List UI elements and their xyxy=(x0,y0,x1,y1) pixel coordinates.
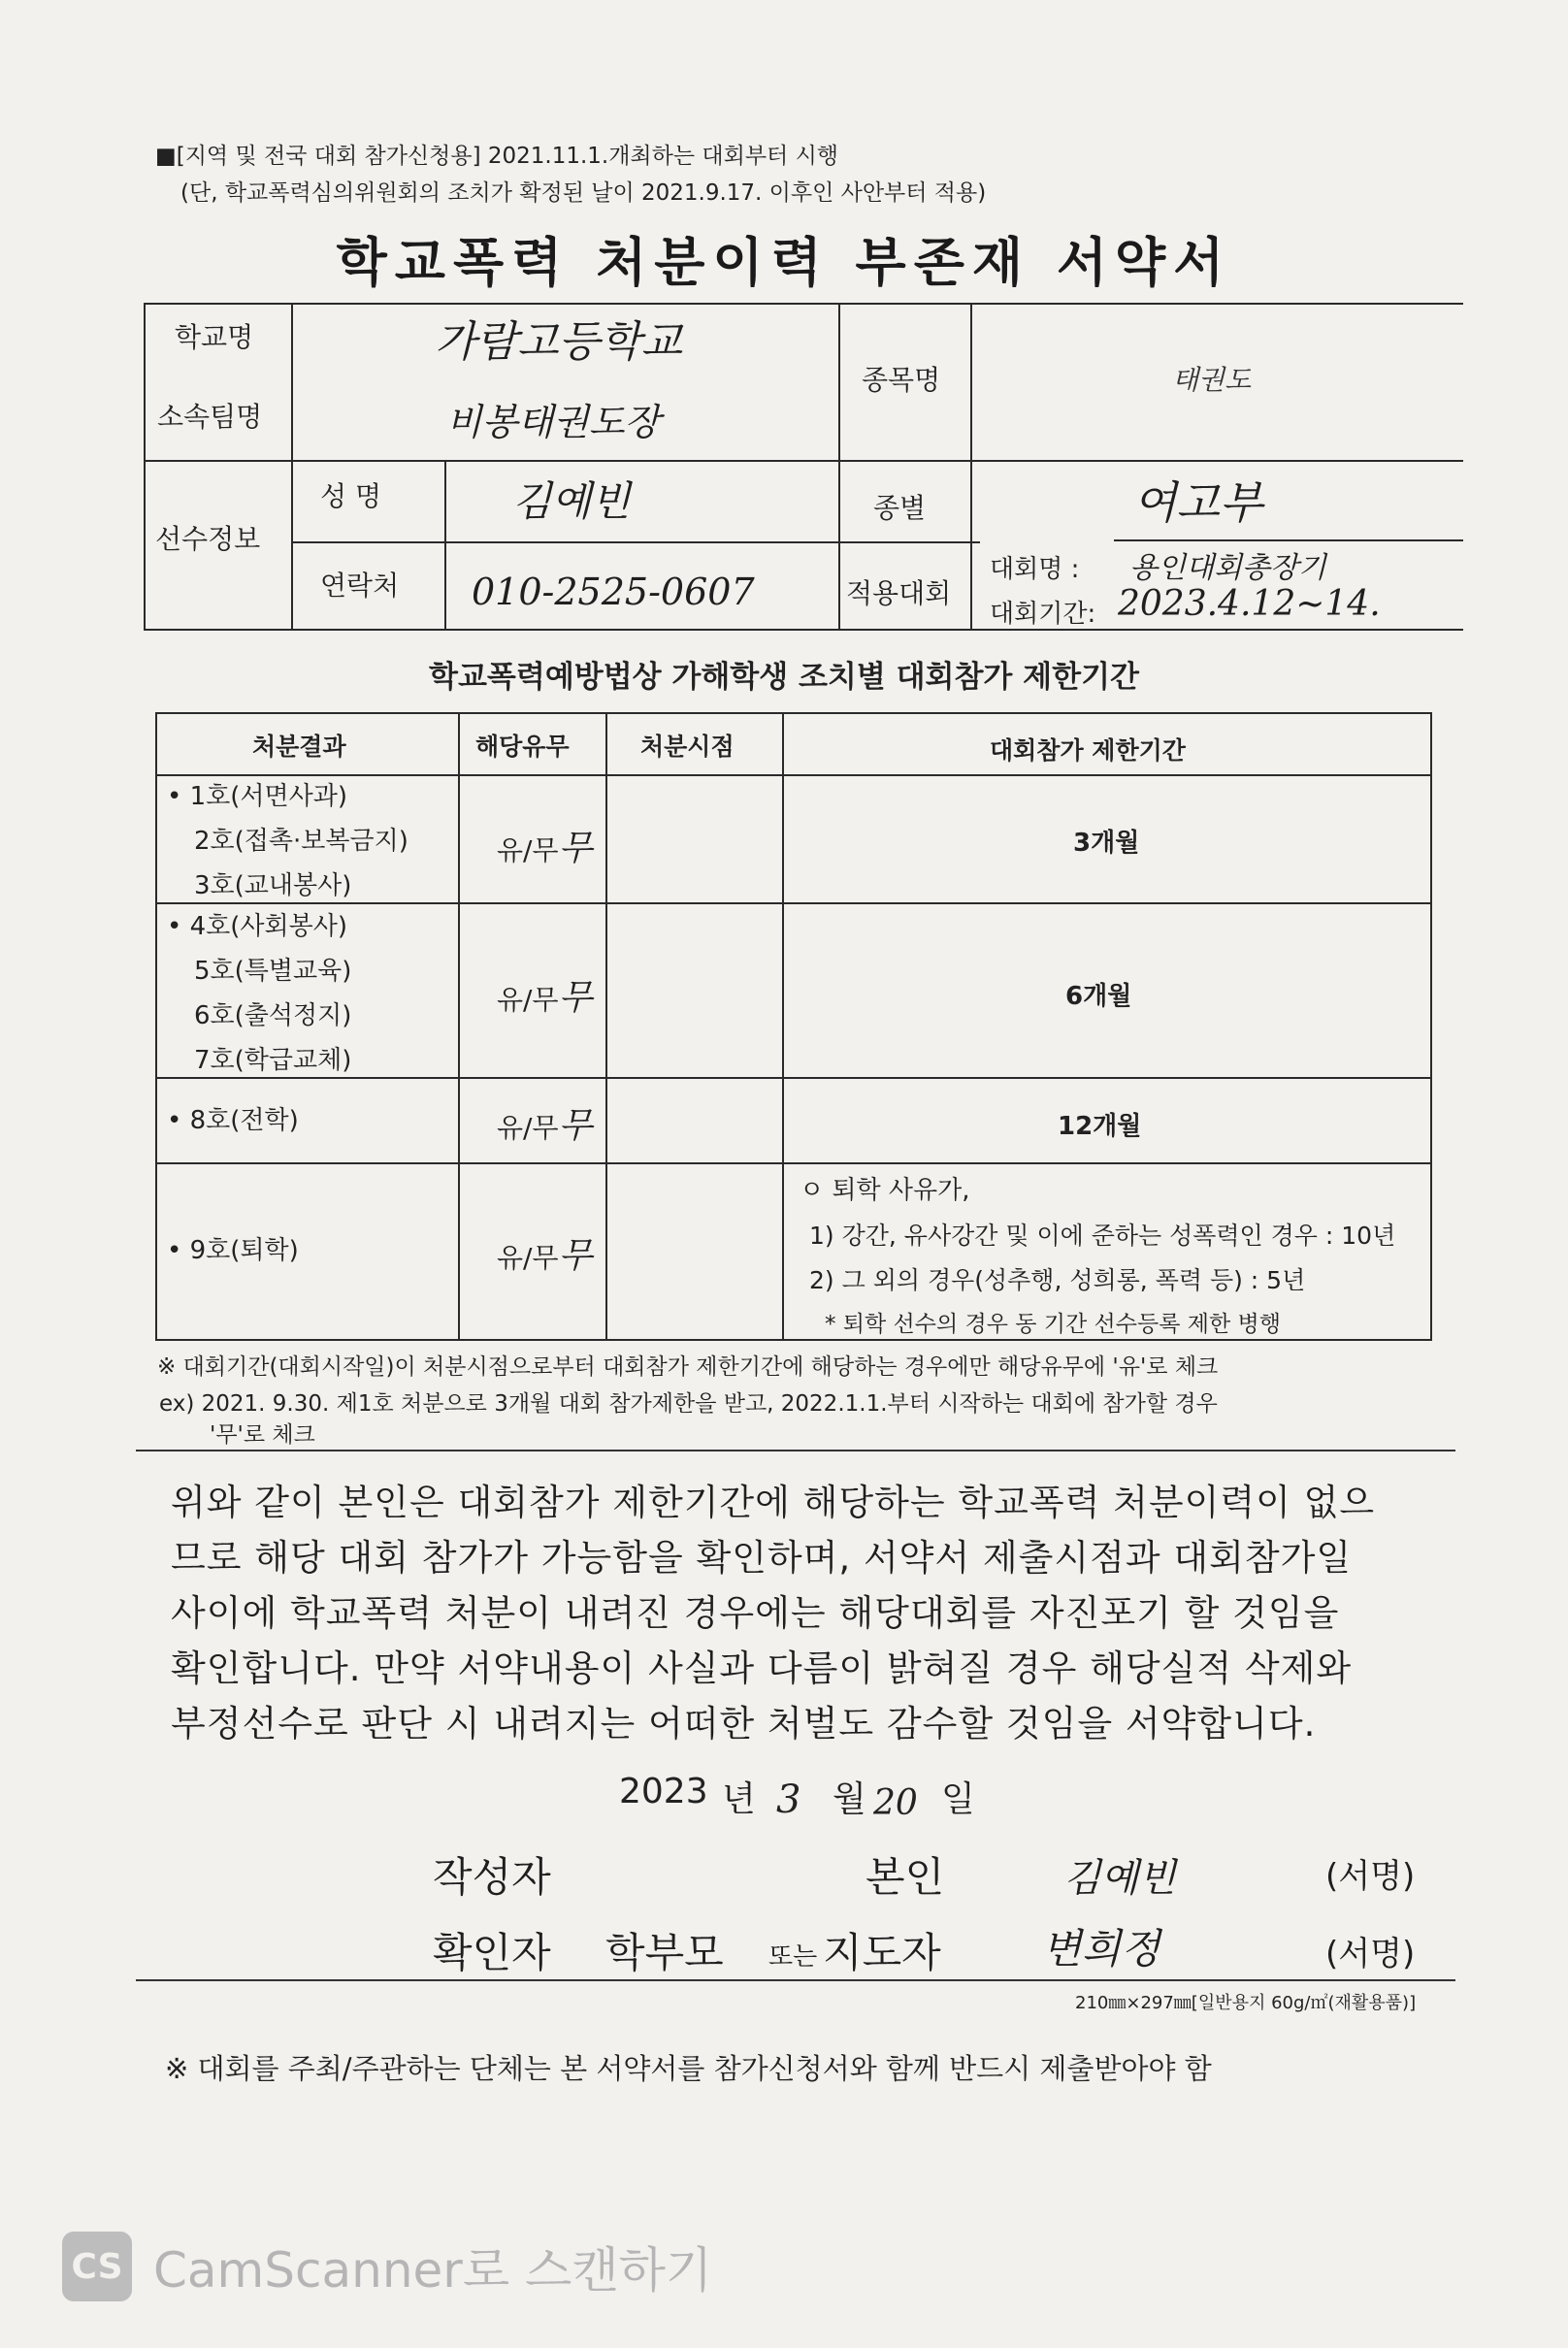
row1-applicable-mark: 유/무무 xyxy=(497,821,592,870)
date-month-unit: 월 xyxy=(833,1779,866,1819)
row1-applicable-check: 무 xyxy=(558,829,593,868)
row4-period-line-4: * 퇴학 선수의 경우 동 기간 선수등록 제한 병행 xyxy=(825,1312,1281,1337)
header-notice-line-2: (단, 학교폭력심의위원회의 조치가 확정된 날이 2021.9.17. 이후인 사안부터 적용) xyxy=(180,180,987,206)
header-restriction-period: 대회참가 제한기간 xyxy=(990,736,1186,765)
name-label: 성 명 xyxy=(320,480,381,512)
final-note: ※ 대회를 주최/주관하는 단체는 본 서약서를 참가신청서와 함께 반드시 제출받아야 함 xyxy=(165,2052,1212,2085)
row1-item-1: • 1호(서면사과) xyxy=(167,782,348,811)
category-value: 여고부 xyxy=(1133,476,1263,529)
row4-item-1: • 9호(퇴학) xyxy=(167,1236,299,1265)
row3-item-1: • 8호(전학) xyxy=(167,1106,299,1135)
row4-applicable-check: 무 xyxy=(558,1236,593,1276)
team-name-value: 비봉태권도장 xyxy=(446,401,661,443)
team-name-label: 소속팀명 xyxy=(157,401,263,433)
pledge-line-2: 므로 해당 대회 참가가 가능함을 확인하며, 서약서 제출시점과 대회참가일 xyxy=(171,1537,1353,1579)
self-signature: 김예빈 xyxy=(1063,1856,1176,1901)
sign-label-2: (서명) xyxy=(1325,1935,1416,1973)
athlete-info-label: 선수정보 xyxy=(155,523,261,555)
row1-item-3: 3호(교내봉사) xyxy=(194,871,352,900)
row4-period-line-2: 1) 강간, 유사강간 및 이에 준하는 성폭력인 경우 : 10년 xyxy=(809,1222,1396,1250)
row3-applicable-mark: 유/무무 xyxy=(497,1098,592,1148)
note-line-1: ※ 대회기간(대회시작일)이 처분시점으로부터 대회참가 제한기간에 해당하는 경우에만 해당유무에 '유'로 체크 xyxy=(157,1354,1219,1380)
sport-label: 종목명 xyxy=(862,364,941,396)
school-name-value: 가람고등학교 xyxy=(435,317,683,367)
event-name-label: 대회명 : xyxy=(990,555,1080,584)
contact-value: 010-2525-0607 xyxy=(472,571,755,613)
header-notice-line-1: ■[지역 및 전국 대회 참가신청용] 2021.11.1.개최하는 대회부터 시행 xyxy=(155,144,839,169)
camscanner-watermark xyxy=(62,2228,712,2305)
date-day: 20 xyxy=(873,1783,918,1823)
or-label: 또는 xyxy=(768,1942,818,1972)
coach-label: 지도자 xyxy=(823,1929,941,1976)
note-line-2: ex) 2021. 9.30. 제1호 처분으로 3개월 대회 참가제한을 받고, 2022.1.1.부터 시작하는 대회에 참가할 경우 xyxy=(159,1391,1218,1417)
date-day-unit: 일 xyxy=(941,1779,975,1819)
confirmer-signature: 변희정 xyxy=(1042,1925,1160,1973)
paper-spec: 210㎜×297㎜[일반용지 60g/㎡(재활용품)] xyxy=(1075,1993,1417,2013)
row3-period: 12개월 xyxy=(1058,1112,1142,1141)
camscanner-logo-icon: CS xyxy=(62,2232,132,2301)
pledge-text xyxy=(171,1475,1422,1751)
date-year: 2023 xyxy=(619,1772,708,1811)
date-month: 3 xyxy=(776,1777,801,1822)
pledge-line-4: 확인합니다. 만약 서약내용이 사실과 다름이 밝혀질 경우 해당실적 삭제와 xyxy=(171,1647,1353,1689)
watermark-text: CamScanner로 스캔하기 xyxy=(153,2242,713,2299)
header-applicable: 해당유무 xyxy=(475,733,570,761)
category-label: 종별 xyxy=(873,492,927,524)
event-period-value: 2023.4.12~14. xyxy=(1118,584,1381,624)
row2-item-1: • 4호(사회봉사) xyxy=(167,912,348,941)
row2-item-3: 6호(출석정지) xyxy=(194,1001,352,1030)
row2-applicable-mark: 유/무무 xyxy=(497,970,592,1020)
confirmer-label: 확인자 xyxy=(433,1929,551,1976)
row4-applicable-mark: 유/무무 xyxy=(497,1228,592,1278)
contact-label: 연락처 xyxy=(320,570,400,602)
pledge-line-1: 위와 같이 본인은 대회참가 제한기간에 해당하는 학교폭력 처분이력이 없으 xyxy=(171,1482,1376,1523)
sign-label-1: (서명) xyxy=(1325,1857,1416,1896)
pledge-line-3: 사이에 학교폭력 처분이 내려진 경우에는 해당대회를 자진포기 할 것임을 xyxy=(171,1592,1340,1634)
date-year-unit: 년 xyxy=(722,1779,756,1819)
row4-period-line-1: ㅇ 퇴학 사유가, xyxy=(800,1176,970,1205)
note-line-3: '무'로 체크 xyxy=(210,1422,315,1448)
document-title: 학교폭력 처분이력 부존재 서약서 xyxy=(336,232,1232,293)
row2-item-2: 5호(특별교육) xyxy=(194,957,352,986)
row3-applicable-check: 무 xyxy=(558,1106,593,1146)
section-divider xyxy=(136,1450,1455,1451)
row4-period-line-3: 2) 그 외의 경우(성추행, 성희롱, 폭력 등) : 5년 xyxy=(809,1266,1306,1294)
row2-item-4: 7호(학급교체) xyxy=(194,1046,352,1075)
row2-applicable-check: 무 xyxy=(558,978,593,1018)
event-period-label: 대회기간: xyxy=(990,600,1096,629)
athlete-info-table xyxy=(144,303,1463,631)
header-disposition-result: 처분결과 xyxy=(252,733,346,761)
event-label: 적용대회 xyxy=(846,577,952,609)
school-name-label: 학교명 xyxy=(175,321,254,353)
row2-period: 6개월 xyxy=(1065,982,1132,1011)
author-label: 작성자 xyxy=(433,1853,551,1901)
header-disposition-date: 처분시점 xyxy=(640,733,735,761)
row1-period: 3개월 xyxy=(1073,829,1140,858)
row1-item-2: 2호(접촉·보복금지) xyxy=(194,827,408,856)
pledge-line-5: 부정선수로 판단 시 내려지는 어떠한 처벌도 감수할 것임을 서약합니다. xyxy=(171,1703,1317,1745)
self-label: 본인 xyxy=(866,1853,945,1901)
sport-value: 태권도 xyxy=(1172,364,1252,396)
name-value: 김예빈 xyxy=(512,477,631,525)
restriction-table-title: 학교폭력예방법상 가해학생 조치별 대회참가 제한기간 xyxy=(429,660,1139,695)
bottom-divider xyxy=(136,1979,1455,1981)
event-name-value: 용인대회총장기 xyxy=(1129,551,1326,585)
restriction-table xyxy=(155,712,1432,1341)
parent-label: 학부모 xyxy=(605,1929,724,1976)
